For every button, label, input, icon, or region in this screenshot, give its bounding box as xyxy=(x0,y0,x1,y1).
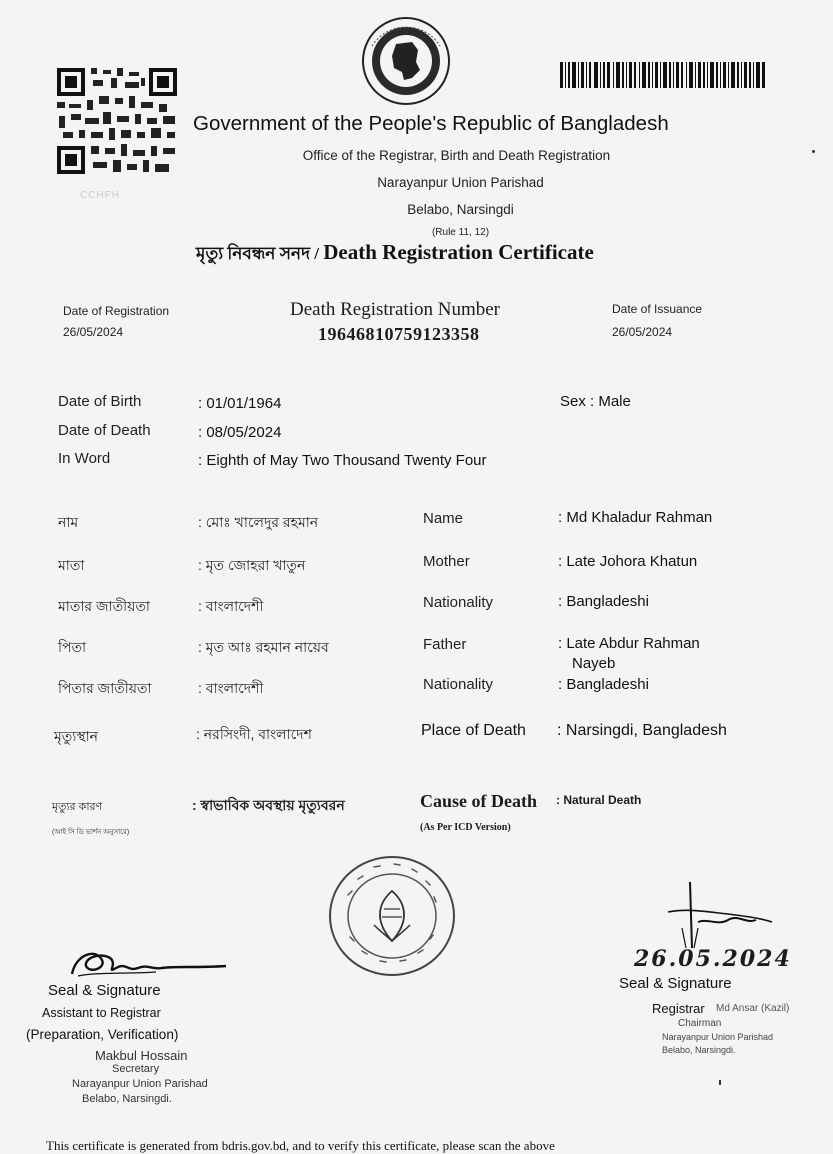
certificate-title-english: Death Registration Certificate xyxy=(323,240,594,264)
name-label: Name xyxy=(423,510,464,527)
barcode xyxy=(560,62,766,88)
mother-bangla-label: মাতা xyxy=(58,557,85,573)
mother-value: : Late Johora Khatun xyxy=(558,553,698,570)
left-role: Assistant to Registrar xyxy=(42,1006,161,1020)
name-value: : Md Khaladur Rahman xyxy=(558,509,713,526)
cause-bangla-note: (আই সি ডি ভার্শন অনুসারে) xyxy=(52,829,130,836)
issuance-date-value: 26/05/2024 xyxy=(612,325,673,339)
place-label: Place of Death xyxy=(421,722,526,739)
dot-mark xyxy=(812,150,815,153)
right-role: Registrar xyxy=(652,1001,705,1016)
right-signatory-name: Md Ansar (Kazil) xyxy=(716,1003,790,1014)
cause-note: (As Per ICD Version) xyxy=(420,822,511,833)
union-parishad-seal xyxy=(328,855,456,977)
place-value: : Narsingdi, Bangladesh xyxy=(557,722,727,739)
place-bangla-value: : নরসিংদী, বাংলাদেশ xyxy=(196,726,312,742)
tick-mark xyxy=(719,1080,721,1085)
right-signatory-title: Chairman xyxy=(678,1018,722,1029)
father-label: Father xyxy=(423,636,467,653)
certificate-title xyxy=(196,240,594,269)
father-value-line2: Nayeb xyxy=(572,655,616,672)
father-nationality-value: : Bangladeshi xyxy=(558,676,649,693)
cause-label: Cause of Death xyxy=(420,791,537,811)
mother-nationality-value: : Bangladeshi xyxy=(558,593,649,610)
in-word-value: : Eighth of May Two Thousand Twenty Four xyxy=(198,452,487,469)
father-value-line1: : Late Abdur Rahman xyxy=(558,635,700,652)
right-signature-scribble xyxy=(628,878,778,950)
left-signature-scribble xyxy=(66,944,236,980)
mother-bangla-value: : মৃত জোহরা খাতুন xyxy=(198,557,306,573)
registration-date-value: 26/05/2024 xyxy=(63,325,124,339)
place-bangla-label: মৃত্যুস্থান xyxy=(54,728,99,744)
in-word-label: In Word xyxy=(58,450,111,467)
mother-nationality-label: Nationality xyxy=(423,594,494,611)
father-nationality-bangla-value: : বাংলাদেশী xyxy=(198,680,264,696)
certificate-title-bangla: মৃত্যু নিবন্ধন সনদ / xyxy=(196,244,324,263)
mother-nationality-bangla-label: মাতার জাতীয়তা xyxy=(58,598,150,614)
right-handwritten-date: 26.05.2024 xyxy=(634,946,792,972)
registration-number-label: Death Registration Number xyxy=(290,299,501,320)
mother-label: Mother xyxy=(423,553,470,570)
left-signatory-location: Belabo, Narsingdi. xyxy=(82,1093,172,1105)
father-nationality-label: Nationality xyxy=(423,676,494,693)
left-signatory-office: Narayanpur Union Parishad xyxy=(72,1078,208,1090)
cause-value: : Natural Death xyxy=(556,793,642,807)
sex-value: Sex : Male xyxy=(560,393,631,410)
union-name: Narayanpur Union Parishad xyxy=(377,175,544,190)
date-of-death-label: Date of Death xyxy=(58,422,151,439)
left-signatory-title: Secretary xyxy=(112,1063,160,1075)
office-location: Belabo, Narsingdi xyxy=(407,202,514,217)
verification-footer: This certificate is generated from bdris.gov.bd, and to verify this certificate, please scan the above xyxy=(46,1138,555,1153)
office-name: Office of the Registrar, Birth and Death Registration xyxy=(302,148,611,163)
left-signatory-name: Makbul Hossain xyxy=(95,1048,188,1063)
left-duty: (Preparation, Verification) xyxy=(26,1027,179,1042)
date-of-death-value: : 08/05/2024 xyxy=(198,424,282,441)
qr-caption-faded: CCHFH xyxy=(80,190,120,201)
right-seal-signature: Seal & Signature xyxy=(619,975,732,992)
father-bangla-value: : মৃত আঃ রহমান নায়েব xyxy=(198,639,329,655)
father-bangla-label: পিতা xyxy=(58,639,87,655)
issuance-date-label: Date of Issuance xyxy=(612,302,703,316)
date-of-birth-label: Date of Birth xyxy=(58,393,142,410)
name-bangla-value: : মোঃ খালেদুর রহমান xyxy=(198,514,319,530)
registration-date-label: Date of Registration xyxy=(63,304,170,318)
cause-bangla-label: মৃত্যুর কারণ xyxy=(52,801,103,813)
father-nationality-bangla-label: পিতার জাতীয়তা xyxy=(58,680,152,696)
rule-reference: (Rule 11, 12) xyxy=(431,227,490,238)
left-seal-signature: Seal & Signature xyxy=(48,982,161,999)
mother-nationality-bangla-value: : বাংলাদেশী xyxy=(198,598,264,614)
right-signatory-office: Narayanpur Union Parishad xyxy=(662,1032,774,1042)
government-emblem xyxy=(358,16,454,106)
date-of-birth-value: : 01/01/1964 xyxy=(198,395,282,412)
government-title: Government of the People's Republic of Bangladesh xyxy=(193,112,669,135)
registration-number-value: 19646810759123358 xyxy=(318,324,480,344)
cause-bangla-value: : স্বাভাবিক অবস্থায় মৃত্যুবরন xyxy=(192,797,345,813)
name-bangla-label: নাম xyxy=(58,514,79,530)
right-signatory-location: Belabo, Narsingdi. xyxy=(662,1045,736,1055)
